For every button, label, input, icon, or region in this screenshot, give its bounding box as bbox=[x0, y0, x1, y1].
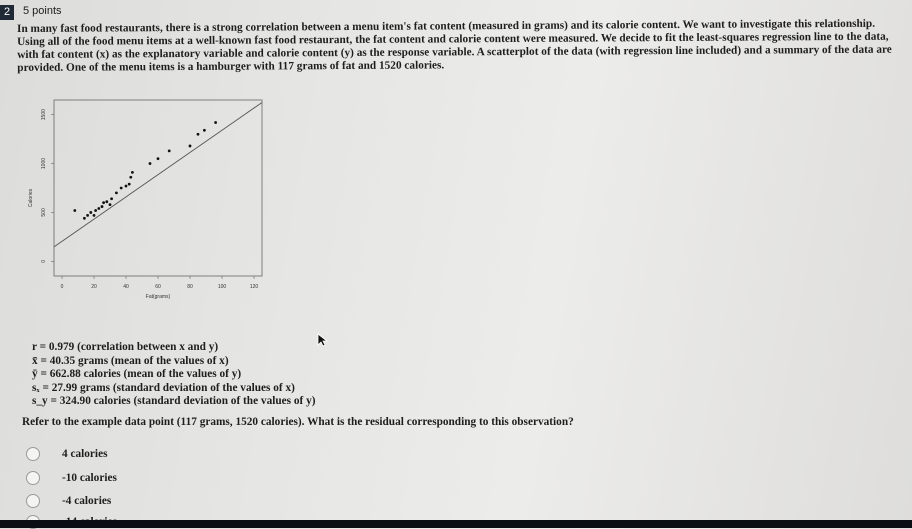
data-point bbox=[86, 214, 89, 217]
x-tick-label: 40 bbox=[123, 284, 129, 290]
x-tick-label: 0 bbox=[60, 284, 64, 290]
option-1-label: 4 calories bbox=[62, 448, 108, 460]
data-point bbox=[214, 121, 217, 124]
x-tick-label: 60 bbox=[155, 284, 161, 290]
taskbar bbox=[0, 520, 912, 528]
option-3-label: -4 calories bbox=[62, 495, 112, 507]
data-point bbox=[115, 191, 118, 194]
data-point bbox=[128, 183, 131, 186]
regression-line bbox=[54, 102, 262, 246]
radio-3[interactable] bbox=[26, 494, 40, 508]
data-point bbox=[129, 176, 132, 179]
option-2-label: -10 calories bbox=[62, 472, 117, 484]
x-tick-label: 120 bbox=[249, 284, 259, 290]
radio-2[interactable] bbox=[26, 471, 40, 485]
x-axis-label: Fat(grams) bbox=[145, 294, 171, 300]
stat-sx: sₓ = 27.99 grams (standard deviation of the values of x) bbox=[32, 381, 295, 394]
scatterplot bbox=[27, 98, 272, 323]
data-point bbox=[149, 162, 152, 165]
data-point bbox=[203, 129, 206, 132]
data-point bbox=[89, 211, 92, 214]
points-label: 5 points bbox=[23, 5, 62, 17]
option-2[interactable] bbox=[26, 471, 117, 485]
y-tick-label: 500 bbox=[41, 208, 47, 217]
option-1[interactable] bbox=[26, 447, 108, 461]
stat-sy: s_y = 324.90 calories (standard deviation of the values of y) bbox=[32, 395, 316, 407]
stat-r: r = 0.979 (correlation between x and y) bbox=[32, 341, 219, 353]
data-point bbox=[189, 145, 192, 148]
data-point bbox=[197, 133, 200, 136]
data-point bbox=[120, 187, 123, 190]
option-3[interactable] bbox=[26, 494, 111, 508]
summary-stats bbox=[32, 341, 316, 409]
data-point bbox=[125, 185, 128, 188]
data-point bbox=[97, 207, 100, 210]
x-tick-label: 100 bbox=[217, 284, 227, 290]
mouse-cursor-icon bbox=[317, 333, 329, 347]
data-point bbox=[168, 149, 171, 152]
data-point bbox=[102, 201, 105, 204]
stat-ybar: ȳ = 662.88 calories (mean of the values of y) bbox=[32, 368, 242, 380]
stat-xbar: x̄ = 40.35 grams (mean of the values of x) bbox=[32, 354, 229, 367]
y-axis-label: Calories bbox=[28, 188, 34, 208]
question-number: 2 bbox=[0, 5, 14, 20]
data-point bbox=[110, 197, 113, 200]
data-point bbox=[109, 203, 112, 206]
data-point bbox=[131, 171, 134, 174]
y-tick-label: 0 bbox=[41, 259, 47, 263]
x-tick-label: 80 bbox=[187, 284, 193, 290]
data-point bbox=[157, 157, 160, 160]
radio-1[interactable] bbox=[26, 447, 40, 461]
data-point bbox=[105, 200, 108, 203]
question-intro: In many fast food restaurants, there is a strong correlation between a menu item's fat content (measured in grams) and its calorie content. We want to investigate this relationship. Using all of the food menu items at a well-known fast food restaurant, the fat content and calorie content were measured. We decide to fit the least-squares regression line to the data, with fat content (x) as the explanatory variable and calorie content (y) as the response variable. A scatterplot of the data (with regression line included) and a summary of the data are provided. One of the menu items is a hamburger with 117 grams of fat and 1520 calories. bbox=[17, 17, 892, 74]
data-point bbox=[73, 209, 76, 212]
y-tick-label: 1500 bbox=[41, 109, 47, 121]
plot-frame bbox=[54, 100, 262, 276]
data-point bbox=[93, 214, 96, 217]
data-point bbox=[94, 209, 97, 212]
data-point bbox=[101, 205, 104, 208]
question-text: Refer to the example data point (117 grams, 1520 calories). What is the residual corresponding to this observation? bbox=[22, 416, 574, 428]
y-tick-label: 1000 bbox=[41, 157, 47, 170]
data-point bbox=[83, 217, 86, 220]
x-tick-label: 20 bbox=[91, 284, 97, 290]
